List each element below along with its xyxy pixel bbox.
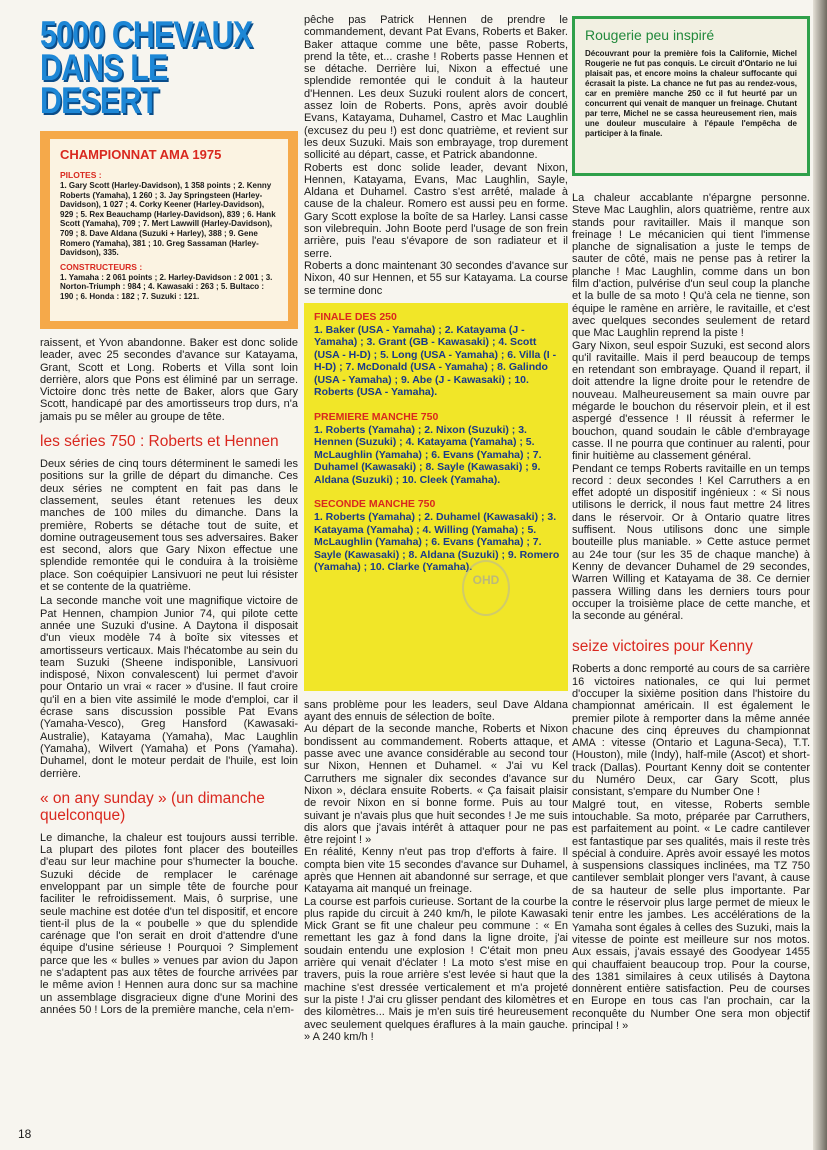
page-number: 18 [18,1127,32,1141]
championship-title: CHAMPIONNAT AMA 1975 [60,147,222,162]
article-paragraph: Roberts a donc maintenant 30 secondes d'avance sur Nixon, 40 sur Hennen, et 55 sur Katayama. La course se termine donc [304,259,568,297]
final-250-title: FINALE DES 250 [314,310,397,323]
section-heading-on-any-sunday: « on any sunday » (un dimanche quelconque) [40,789,265,824]
constructors-standings: 1. Yamaha : 2 061 points ; 2. Harley-Davidson : 2 001 ; 3. Norton-Triumph : 984 ; 4. Kawasaki : 263 ; 5. Bultaco : 190 ; 6. Honda : 182 ; 7. Suzuki : 121. [60,272,273,301]
sidebar-title: Rougerie peu inspiré [585,27,715,43]
article-paragraph: Pendant ce temps Roberts ravitaille en un temps record : deux secondes ! Kel Carruthers a en effet adopté un dispositif ingénieux : « Si nous utilisons le derrick, il nous faut mettre 24 litres dans le réservoir. Or à Ontario quatre litres suffisent. Nous utilisons donc une simple bouteille plus maniable. » Cette astuce permet au 24e tour (sur les 35 de chaque manche) à Kenny de devancer Duhamel de 29 secondes, Warren Willing et Katayama de 38. Ce dernier passera Willing dans les derniers tours pour occuper la troisième place de cette manche, et la seconde au général. [572,462,810,623]
pilots-standings: 1. Gary Scott (Harley-Davidson), 1 358 points ; 2. Kenny Roberts (Yamaha), 1 260 ; 3. Jay Springsteen (Harley-Davidson), 1 027 ; 4. Corky Keener (Harley-Davidson), 929 ; 5. Rex Beauchamp (Harley-Davidson), 839 ; 6. Hank Scott (Yamaha), 709 ; 7. Mert Lawwill (Harley-Davidson), 709 ; 8. Dave Aldana (Suzuki + Harley), 388 ; 9. Gene Romero (Yamaha), 381 ; 10. Greg Sassaman (Harley-Davidson), 335. [60,181,276,258]
rougerie-sidebar-box [572,16,810,176]
first-heat-750-results: 1. Roberts (Yamaha) ; 2. Nixon (Suzuki) ; 3. Hennen (Suzuki) ; 4. Katayama (Yamaha) ; 5. McLaughlin (Yamaha) ; 6. Evans (Yamaha) ; 7. Duhamel (Kawasaki) ; 8. Sayle (Kawasaki) ; 9. Aldana (Suzuki) ; 10. Cleek (Yamaha). [314,423,542,486]
article-paragraph: pêche pas Patrick Hennen de prendre le commandement, devant Pat Evans, Roberts et Baker. Baker attaque comme une bête, passe Roberts, prend la tête, et... crashe ! Roberts passe Hennen et se détache. Derrière lui, Nixon a effectué une splendide remontée qui le conduit à la hauteur d'Hennen. Les deux Suzuki roulent alors de concert, assez loin de Roberts. Pons, après avoir doublé Evans, Katayama, Duhamel, Castro et Mac Laughlin (excusez du peu !) est donc quatrième, et revient sur les deux Suzuki. Mais son embrayage, trop durement sollicité au départ, casse, et Patrick abandonne. [304,14,568,162]
column-middle [304,14,568,1043]
article-paragraph: Gary Nixon, seul espoir Suzuki, est second alors qu'il ravitaille. Mais il perd beaucoup de temps en retendant son embrayage. Quand il repart, il doit attendre la ligne droite pour le retendre de nouveau. Malheureusement sa main ouvre par mégarde le bouchon du réservoir plein, et il est aspergé d'essence ! Il réussit à refermer le bouchon, quand soudain le câble d'embrayage casse. Il ne pourra que continuer au ralenti, pour finir huitième au classement général. [572,339,810,463]
headline-line-2: DANS LE DESERT [40,47,168,121]
final-250-results: 1. Baker (USA - Yamaha) ; 2. Katayama (J - Yamaha) ; 3. Grant (GB - Kawasaki) ; 4. Scott (USA - H-D) ; 5. Long (USA - Yamaha) ; 6. Villa (I - H-D) ; 7. McDonald (USA - Yamaha) ; 8. Galindo (USA - Yamaha) ; 9. Abe (J - Kawasaki) ; 10. Roberts (USA - Yamaha). [314,323,557,399]
sidebar-text: Découvrant pour la première fois la Californie, Michel Rougerie ne fut pas conquis. Le circuit d'Ontario ne lui plaisait pas, et encore moins la chaleur suffocante qui écrasait la piste. La chance ne fut pas au rendez-vous, car en première manche 250 cc il fut heurté par un concurrent qui venait de manquer un freinage. Chutant par terre, Michel ne se cassa heureusement rien, mais une douleur musculaire à l'épaule l'empêcha de participer à la finale. [585,49,797,138]
article-paragraph: En réalité, Kenny n'eut pas trop d'efforts à faire. Il compta bien vite 15 secondes d'avance sur Duhamel, après que Hennen ait abandonné sur serrage, et que Katayama ait manqué un freinage. [304,846,568,896]
article-paragraph: raissent, et Yvon abandonne. Baker est donc solide leader, avec 25 secondes d'avance sur Katayama, Grant, Scott et Long. Roberts et Villa sont loin derrière, alors que Pons est éliminé par un serrage. Victoire donc très nette de Baker, alors que Gary Scott, handicapé par des amortisseurs trop durs, n'a jamais pu se mêler au groupe de tête. [40,337,298,423]
pilots-label: PILOTES : [60,170,102,180]
headline [40,14,286,121]
article-paragraph: Roberts a donc remporté au cours de sa carrière 16 victoires nationales, ce qui lui permet d'occuper la sixième position dans l'histoire du championnat américain. Il est également le premier pilote à remporter dans la même année chacune des cinq épreuves du championnat AMA : vitesse (Ontario et Laguna-Seca), T.T. (Houston), mile (Indy), half-mile (Ascot) et short-track (Dallas). Pourtant Kenny doit se contenter du Numéro Deux, car Gary Scott, plus consistant, s'empare du Number One ! [572,663,810,799]
article-paragraph: La course est parfois curieuse. Sortant de la courbe la plus rapide du circuit à 240 km/h, le pilote Kawasaki Mick Grant se fit une chaleur peu commune : « En remettant les gaz à fond dans la ligne droite, j'ai soudain entendu une explosion ! C'était mon pneu arrière qui venait d'éclater ! La moto s'est mise en travers, puis la roue arrière s'est levée si haut que la machine s'est dressée verticalement et m'a projeté sur la piste ! J'ai cru glisser pendant des kilomètres et des kilomètres... Mais je m'en suis tiré heureusement avec seulement quelques éraflures à la main gauche. » A 240 km/h ! [304,895,568,1043]
article-paragraph: La chaleur accablante n'épargne personne. Steve Mac Laughlin, alors quatrième, rentre aux stands pour ravitailler. Mais il manque son freinage ! Le mécanicien qui tient l'immense planche de signalisation a juste le temps de sauter de côté, mais ne pense pas à retirer la planche ! Mac Laughlin, comme dans un bon film d'action, pulvérise d'un seul coup la planche et la bulle de sa moto ! Qu'à cela ne tienne, son équipe le ramène en arrière, le ravitaille, et c'est avec quelques secondes seulement de retard que Mac Laughlin reprend la piste ! [572,192,810,340]
article-paragraph: Roberts est donc solide leader, devant Nixon, Hennen, Katayama, Evans, Mac Laughlin, Sayle, Aldana et Duhamel. Castro s'est arrêté, malade à cause de la chaleur. Romero est aussi peu en forme. Gary Scott explose la boîte de sa Harley. Lansi casse son vilebrequin. John Boote perd l'usage de son frein arrière, puis l'eau s'évapore de son radiateur et il serre. [304,161,568,260]
first-heat-750-title: PREMIERE MANCHE 750 [314,410,439,423]
article-paragraph: sans problème pour les leaders, seul Dave Aldana ayant des ennuis de sélection de boîte. [304,698,568,724]
column-left [40,14,298,1016]
watermark-stamp: OHD [462,560,510,616]
binding-shadow [813,0,827,1150]
section-heading-sixteen-victories: seize victoires pour Kenny [572,638,753,656]
constructors-label: CONSTRUCTEURS : [60,261,143,272]
second-heat-750-results: 1. Roberts (Yamaha) ; 2. Duhamel (Kawasaki) ; 3. Katayama (Yamaha) ; 4. Willing (Yamaha) ; 5. McLaughlin (Yamaha) ; 6. Evans (Yamaha) ; 7. Sayle (Kawasaki) ; 8. Aldana (Suzuki) ; 9. Romero (Yamaha) ; 10. Clarke (Yamaha). [314,511,560,574]
championship-standings-box [40,131,298,329]
article-paragraph: Malgré tout, en vitesse, Roberts semble intouchable. Sa moto, préparée par Carruthers, est parfaitement au point. « Le cadre cantilever est fantastique par ses qualités, mais il reste très spécial à conduire. Après avoir essayé les motos à suspensions classiques inclinées, ma TZ 750 cantilever semblait plonger vers l'avant, à cause de sa hauteur de selle plus importante. Par contre le réservoir plus large permet de mieux le tenir entre les jambes. Les accélérations de la Yamaha sont égales à celles des Suzuki, mais la vitesse de pointe est meilleure sur nos motos. Aux essais, j'avais essayé des Goodyear 1455 qui chauffaient beaucoup trop. Pour la course, des 1381 similaires à ceux utilisés à Daytona donnèrent entière satisfaction. Peu de courses en Europe en tous cas l'an prochain, car la reconquête du Number One sera mon objectif principal ! » [572,798,810,1032]
article-paragraph: Deux séries de cinq tours déterminent le samedi les positions sur la grille de départ du dimanche. Ces deux séries ne comptent en fait pas dans le classement, seules étant retenues les deux manches de 100 miles du dimanche. Dans la première, Roberts se détache tout de suite, et domine outrageusement tous ses adversaires. Baker est second, alors que Gary Nixon effectue une splendide remontée qui le conduira à la troisième place. Son coéquipier Lansivuori ne peut lui résister et se contente de la quatrième. [40,458,298,594]
article-paragraph: Au départ de la seconde manche, Roberts et Nixon bondissent au commandement. Roberts attaque, et passe avec une avance considérable au second tour sur Nixon, Hennen et Duhamel. « J'ai vu Kel Carruthers me signaler dix secondes d'avance sur Nixon », déclara ensuite Roberts. « Ça faisait plaisir de revoir Nixon en si bonne forme. Puis au tour suivant je n'avais plus que huit secondes ! Je me suis dis alors que j'avais intérêt à attaquer pour ne pas être rejoint ! » [304,723,568,847]
article-paragraph: Le dimanche, la chaleur est toujours aussi terrible. La plupart des pilotes font placer des bouteilles d'eau sur leur machine pour s'humecter la bouche. Suzuki décide de remplacer le carénage enveloppant par un simple tête de fourche pour faciliter le refroidissement. Mais, ô surprise, une seule machine est dotée d'un tel dispositif, et encore tient-il plus de la « poubelle » que du splendide carénage que l'on serait en droit d'attendre d'une équipe d'usine sérieuse ! Pourquoi ? Simplement parce que les « bulles » venues par avion du Japon ne s'adaptent pas aux têtes de fourche arrivées par le même avion ! Hennen aura donc sur sa machine un assemblage disgracieux digne d'une Morini des années 50 ! Lors de la première manche, cela n'em- [40,831,298,1016]
headline-line-1: 5000 CHEVAUX [40,14,253,55]
race-results-box [304,303,568,691]
second-heat-750-title: SECONDE MANCHE 750 [314,498,436,511]
column-right [572,14,810,1032]
article-paragraph: La seconde manche voit une magnifique victoire de Pat Hennen, champion Junior 74, qui pilote cette année une Suzuki d'usine. A Daytona il disposait d'un vieux modèle 74 à boîte six vitesses et amortisseurs verticaux. Mais l'hécatombe au sein du team Suzuki (Sheene indisponible, Lansivuori indisposé, Nixon convalescent) lui permet d'avoir pour Ontario un vrai « racer » d'usine. Il faut croire qu'il en a bien vite assimilé le mode d'emploi, car il écrase sans discussion possible Pat Evans (Yamaha-Vesco), Greg Hansford (Kawasaki-Australie), Katayama (Yamaha), Mac Laughlin (Yamaha), Wilvert (Yamaha) et Pons (Yamaha). Duhamel, dont le moteur perdait de l'huile, est loin derrière. [40,595,298,780]
section-heading-series-750: les séries 750 : Roberts et Hennen [40,433,279,451]
